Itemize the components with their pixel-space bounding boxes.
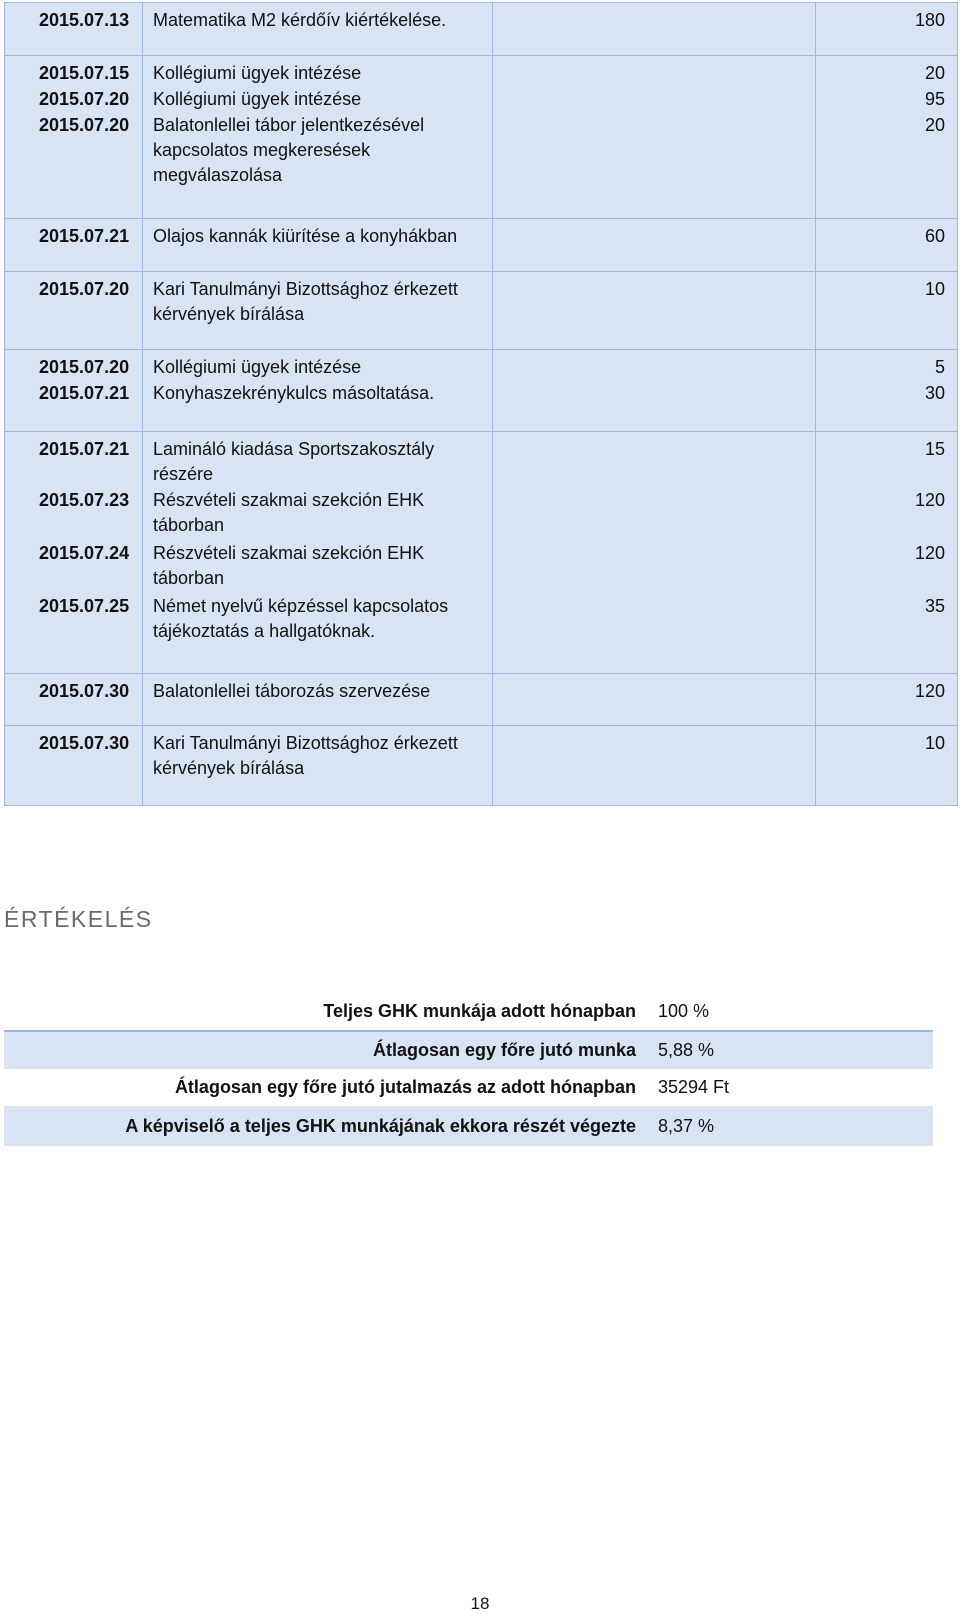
evaluation-value: 35294 Ft [658, 1077, 730, 1097]
evaluation-row [4, 1069, 933, 1106]
entry-description: Kollégiumi ügyek intézése [143, 86, 493, 112]
empty-cell [493, 56, 816, 87]
table-row [5, 112, 958, 218]
worklog-table [4, 2, 958, 806]
table-row [5, 3, 958, 56]
evaluation-row [4, 1106, 933, 1146]
empty-cell [493, 432, 816, 488]
section-heading: ÉRTÉKELÉS [4, 906, 153, 932]
entry-minutes: 35 [816, 593, 958, 673]
table-row [5, 86, 958, 112]
entry-minutes: 20 [816, 112, 958, 218]
entry-description: Kollégiumi ügyek intézése [143, 349, 493, 380]
entry-description: Balatonlellei tábor jelentkezésével kapcsolatos megkeresések megválaszolása [143, 112, 493, 218]
table-row [5, 432, 958, 488]
empty-cell [493, 540, 816, 593]
entry-description: Kollégiumi ügyek intézése [143, 56, 493, 87]
entry-minutes: 10 [816, 271, 958, 349]
empty-cell [493, 86, 816, 112]
entry-minutes: 10 [816, 725, 958, 805]
entry-minutes: 30 [816, 380, 958, 432]
entry-date: 2015.07.24 [5, 540, 143, 593]
entry-minutes: 15 [816, 432, 958, 488]
evaluation-value: 5,88 % [658, 1031, 933, 1069]
evaluation-label: Átlagosan egy főre jutó jutalmazás az adott hónapban [174, 1077, 636, 1097]
table-row [5, 673, 958, 725]
entry-date: 2015.07.13 [5, 3, 143, 56]
empty-cell [493, 380, 816, 432]
evaluation-label: Teljes GHK munkája adott hónapban [4, 993, 658, 1031]
evaluation-table [4, 993, 933, 1146]
entry-minutes: 5 [816, 349, 958, 380]
entry-description: Balatonlellei táborozás szervezése [143, 673, 493, 725]
entry-description: Kari Tanulmányi Bizottsághoz érkezett kérvények bírálása [143, 271, 493, 349]
empty-cell [493, 218, 816, 271]
entry-date: 2015.07.21 [5, 380, 143, 432]
entry-date: 2015.07.30 [5, 673, 143, 725]
page-number: 18 [470, 1594, 490, 1613]
entry-minutes: 120 [816, 540, 958, 593]
entry-minutes: 120 [816, 487, 958, 540]
entry-date: 2015.07.21 [5, 218, 143, 271]
entry-minutes: 20 [816, 56, 958, 87]
entry-date: 2015.07.20 [5, 271, 143, 349]
empty-cell [493, 3, 816, 56]
empty-cell [493, 725, 816, 805]
table-row [5, 593, 958, 673]
entry-description: Olajos kannák kiürítése a konyhákban [143, 218, 493, 271]
evaluation-row [4, 1031, 933, 1069]
entry-date: 2015.07.15 [5, 56, 143, 87]
empty-cell [493, 487, 816, 540]
evaluation-value: 8,37 % [658, 1106, 933, 1146]
table-row [5, 56, 958, 87]
entry-minutes: 60 [816, 218, 958, 271]
table-row [5, 218, 958, 271]
entry-description: Részvételi szakmai szekción EHK táborban [143, 487, 493, 540]
entry-minutes: 95 [816, 86, 958, 112]
table-row [5, 725, 958, 805]
empty-cell [493, 271, 816, 349]
evaluation-value: 100 % [658, 993, 933, 1031]
entry-date: 2015.07.30 [5, 725, 143, 805]
entry-description: Részvételi szakmai szekción EHK táborban [143, 540, 493, 593]
entry-description: Lamináló kiadása Sportszakosztály részére [143, 432, 493, 488]
entry-description: Német nyelvű képzéssel kapcsolatos tájékoztatás a hallgatóknak. [143, 593, 493, 673]
empty-cell [493, 112, 816, 218]
evaluation-label: A képviselő a teljes GHK munkájának ekkora részét végezte [4, 1106, 658, 1146]
table-row [5, 349, 958, 380]
entry-date: 2015.07.20 [5, 112, 143, 218]
entry-minutes: 120 [816, 673, 958, 725]
entry-description: Konyhaszekrénykulcs másoltatása. [143, 380, 493, 432]
entry-date: 2015.07.25 [5, 593, 143, 673]
table-row [5, 487, 958, 540]
empty-cell [493, 349, 816, 380]
entry-minutes: 180 [816, 3, 958, 56]
empty-cell [493, 673, 816, 725]
evaluation-row [4, 993, 933, 1031]
entry-date: 2015.07.20 [5, 86, 143, 112]
entry-date: 2015.07.23 [5, 487, 143, 540]
evaluation-label: Átlagosan egy főre jutó munka [4, 1031, 658, 1069]
table-row [5, 271, 958, 349]
table-row [5, 380, 958, 432]
entry-date: 2015.07.21 [5, 432, 143, 488]
entry-description: Kari Tanulmányi Bizottsághoz érkezett kérvények bírálása [143, 725, 493, 805]
empty-cell [493, 593, 816, 673]
table-row [5, 540, 958, 593]
entry-date: 2015.07.20 [5, 349, 143, 380]
entry-description: Matematika M2 kérdőív kiértékelése. [143, 3, 493, 56]
